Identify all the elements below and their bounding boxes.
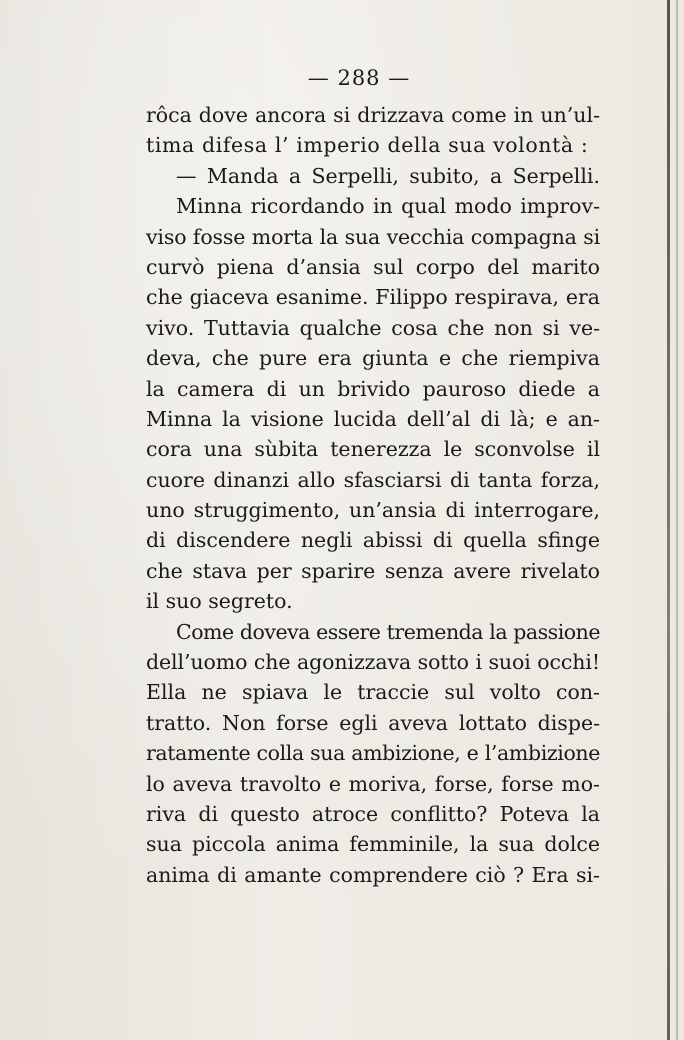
- text-line: anima di amante comprendere ciò ? Era si-: [146, 862, 600, 887]
- text-line: di discendere negli abissi di quella sfinge: [146, 528, 600, 553]
- text-line: lo aveva travolto e moriva, forse, forse mo-: [146, 771, 600, 796]
- text-line: curvò piena d’ansia sul corpo del marito: [146, 254, 600, 279]
- text-line: tratto. Non forse egli aveva lottato dispe-: [146, 710, 600, 735]
- page-edge-shadow: [667, 0, 670, 1040]
- text-line: viso fosse morta la sua vecchia compagna si: [146, 224, 600, 249]
- text-line: sua piccola anima femminile, la sua dolce: [146, 832, 600, 857]
- dialogue-line: — Manda a Serpelli, subito, a Serpelli.: [176, 163, 600, 188]
- text-line: tima difesa l’ imperio della sua volontà :: [146, 133, 589, 158]
- text-line: vivo. Tuttavia qualche cosa che non si ve-: [146, 315, 600, 340]
- text-line: cuore dinanzi allo sfasciarsi di tanta forza,: [146, 467, 600, 492]
- text-line: che stava per sparire senza avere rivelato: [146, 558, 600, 583]
- text-line: dell’uomo che agonizzava sotto i suoi occhi!: [146, 650, 600, 675]
- text-line: cora una sùbita tenerezza le sconvolse il: [146, 437, 600, 462]
- text-line: Minna ricordando in qual modo improv-: [176, 194, 600, 219]
- page-number: — 288 —: [307, 66, 411, 90]
- text-line: rôca dove ancora si drizzava come in un’ul-: [146, 103, 600, 127]
- text-line: Come doveva essere tremenda la passione: [176, 619, 600, 644]
- text-line: riva di questo atroce conflitto? Poteva la: [146, 801, 600, 826]
- text-line: ratamente colla sua ambizione, e l’ambizione: [146, 741, 600, 766]
- page-edge-line: [676, 0, 678, 1040]
- text-line: uno struggimento, un’ansia di interrogare,: [146, 498, 600, 523]
- text-line: che giaceva esanime. Filippo respirava, era: [146, 285, 600, 310]
- body-text: [146, 100, 600, 890]
- text-line: deva, che pure era giunta e che riempiva: [146, 346, 600, 371]
- text-line: la camera di un brivido pauroso diede a: [146, 376, 600, 401]
- text-line: Ella ne spiava le traccie sul volto con-: [146, 680, 600, 705]
- text-line: il suo segreto.: [146, 589, 293, 614]
- text-line: Minna la visione lucida dell’al di là; e an-: [146, 406, 600, 431]
